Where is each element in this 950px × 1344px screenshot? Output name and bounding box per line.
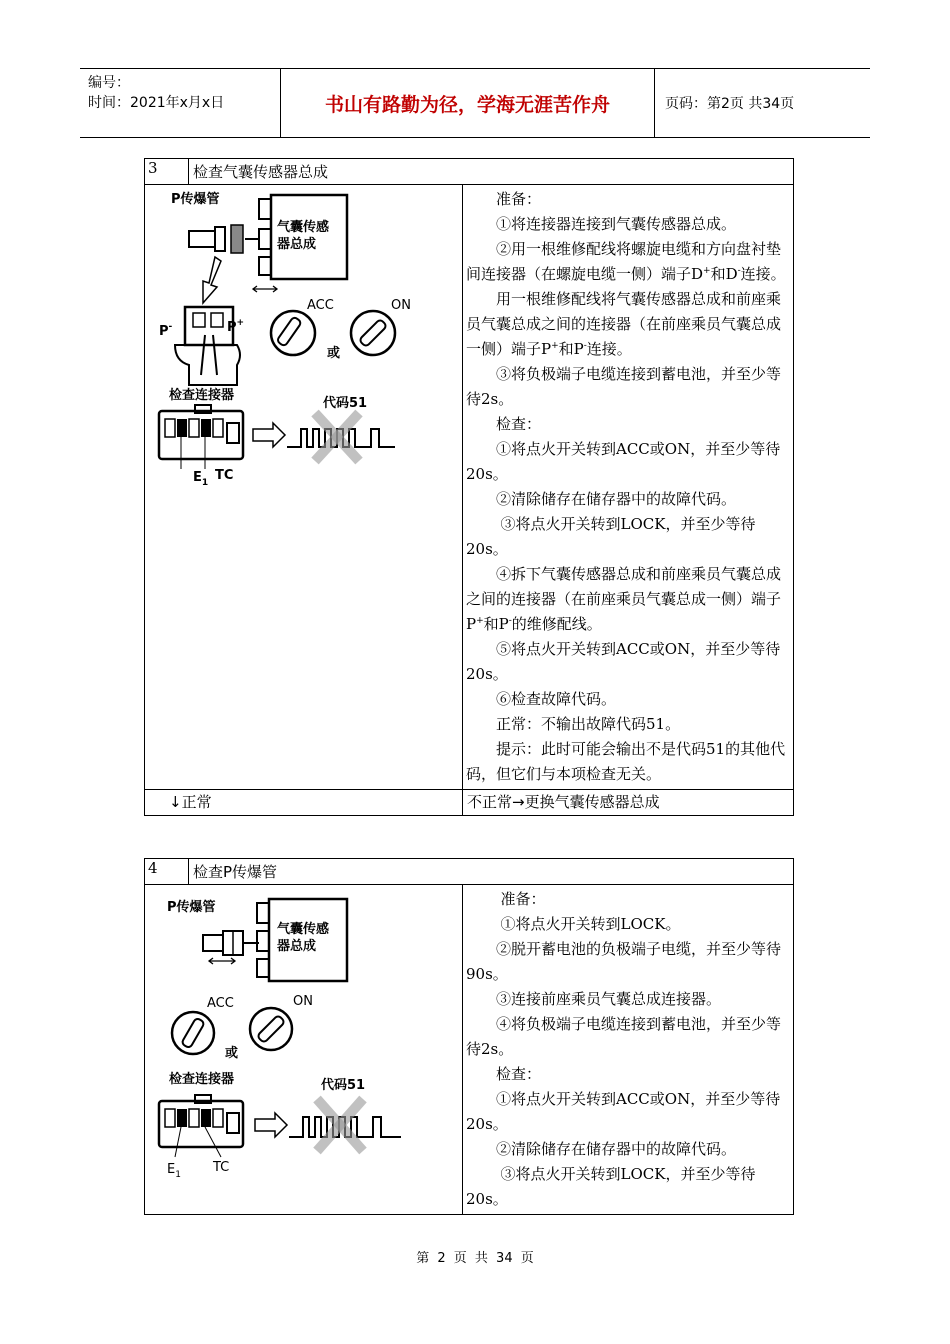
step4-title — [189, 859, 794, 885]
step3-check-label: 检查： — [496, 415, 542, 433]
check-connector-icon — [159, 1095, 243, 1157]
p-squib-label: P传爆管 — [171, 192, 220, 207]
step4-table — [144, 858, 794, 1215]
step3-hint: 提示：此时可能会输出不是代码51的其他代码，但它们与本项检查无关。 — [466, 740, 786, 783]
move-arrows-icon — [209, 958, 235, 964]
step4-number: 4 — [145, 859, 189, 885]
header-page-label: 页码：第2页 共34页 — [665, 96, 795, 112]
step3-check-2: ②清除储存在储存器中的故障代码。 — [496, 490, 737, 508]
tc-label: TC — [215, 468, 234, 483]
e1-label: $E_1$ — [193, 470, 209, 488]
step4-instructions — [463, 885, 794, 1215]
sensor-label-2: 器总成 — [277, 237, 317, 252]
squib-connector-icon — [203, 931, 259, 955]
on-label: ON — [391, 298, 411, 313]
step3-table — [144, 158, 794, 816]
step3-check-5: ⑤将点火开关转到ACC或ON，并至少等待20s。 — [466, 640, 781, 683]
on-label: ON — [293, 994, 313, 1009]
tc-label: TC — [213, 1160, 230, 1175]
step3-diagram-cell — [145, 185, 463, 790]
down-arrow-icon — [203, 257, 221, 303]
step3-check-1: ①将点火开关转到ACC或ON，并至少等待20s。 — [466, 440, 781, 483]
step4-prep-4: ④将负极端子电缆连接到蓄电池，并至少等待2s。 — [466, 1015, 782, 1058]
on-switch-icon — [250, 1008, 292, 1050]
step3-ok: ↓正常 — [145, 790, 463, 816]
step3-prep-2b: 用一根维修配线将气囊传感器总成和前座乘员气囊总成之间的连接器（在前座乘员气囊总成一侧）端子P+和P-连接。 — [466, 290, 782, 358]
code-label: 代码51 — [321, 1078, 366, 1093]
step3-check-3: ③将点火开关转到LOCK，并至少等待20s。 — [466, 515, 756, 558]
e1-label: $E_1$ — [167, 1162, 181, 1180]
step3-check-4: ④拆下气囊传感器总成和前座乘员气囊总成之间的连接器（在前座乘员气囊总成一侧）端子P+和P-的维修配线。 — [466, 565, 782, 633]
acc-switch-icon — [172, 1012, 214, 1054]
step4-check-2: ②清除储存在储存器中的故障代码。 — [496, 1140, 737, 1158]
p-plus-label: P+ — [227, 318, 245, 335]
step4-title-text: 检查P传爆管 — [193, 863, 278, 881]
acc-label: ACC — [307, 298, 334, 313]
step4-check-1: ①将点火开关转到ACC或ON，并至少等待20s。 — [466, 1090, 781, 1133]
step4-prep-1: ①将点火开关转到LOCK。 — [500, 915, 681, 933]
step4-prep-2: ②脱开蓄电池的负极端子电缆，并至少等待90s。 — [466, 940, 782, 983]
step3-prep-1: ①将连接器连接到气囊传感器总成。 — [496, 215, 737, 233]
time-label: 时间：2021年x月x日 — [88, 95, 225, 111]
step3-normal: 正常：不输出故障代码51。 — [496, 715, 681, 733]
step3-ng: 不正常→更换气囊传感器总成 — [463, 790, 794, 816]
page-header — [80, 68, 870, 138]
p-squib-label: P传爆管 — [167, 900, 216, 915]
code-waveform-icon — [287, 413, 395, 461]
step3-title-text: 检查气囊传感器总成 — [193, 163, 329, 181]
code-label: 代码51 — [323, 396, 368, 411]
move-arrows-icon — [253, 286, 277, 292]
step4-diagram-cell — [145, 885, 463, 1215]
step3-prep-3: ③将负极端子电缆连接到蓄电池，并至少等待2s。 — [466, 365, 782, 408]
sensor-label-1: 气囊传感 — [277, 220, 330, 235]
step3-number: 3 — [145, 159, 189, 185]
step3-prep-2: ②用一根维修配线将螺旋电缆和方向盘衬垫间连接器（在螺旋电缆一侧）端子D+和D-连接。 — [466, 240, 786, 283]
step4-check-3: ③将点火开关转到LOCK，并至少等待20s。 — [466, 1165, 756, 1208]
check-connector-label: 检查连接器 — [169, 388, 235, 403]
step3-prep-label: 准备： — [496, 190, 542, 208]
or-label: 或 — [225, 1046, 239, 1061]
check-connector-label: 检查连接器 — [169, 1072, 235, 1087]
acc-label: ACC — [207, 996, 234, 1011]
step4-diagram — [145, 885, 461, 1185]
step3-check-6: ⑥检查故障代码。 — [496, 690, 617, 708]
squib-connector-icon — [189, 225, 259, 253]
check-connector-icon — [159, 405, 243, 469]
p-minus-label: P- — [159, 322, 173, 339]
sensor-label-2: 器总成 — [277, 939, 317, 954]
or-label: 或 — [327, 346, 341, 361]
header-meta — [80, 69, 281, 137]
step4-prep-3: ③连接前座乘员气囊总成连接器。 — [496, 990, 722, 1008]
page-footer: 第 2 页 共 34 页 — [416, 1251, 534, 1266]
sensor-label-1: 气囊传感 — [277, 922, 330, 937]
step3-title — [189, 159, 794, 185]
right-arrow-icon — [255, 1113, 287, 1137]
step3-diagram — [145, 185, 461, 495]
acc-switch-icon — [271, 311, 315, 355]
step4-prep-label: 准备： — [500, 890, 546, 908]
p-connector-icon — [175, 307, 240, 385]
step4-check-label: 检查： — [496, 1065, 542, 1083]
step3-instructions — [463, 185, 794, 790]
header-slogan: 书山有路勤为径，学海无涯苦作舟 — [281, 69, 655, 137]
on-switch-icon — [351, 311, 395, 355]
number-label: 编号： — [88, 75, 130, 91]
code-waveform-icon — [289, 1099, 401, 1151]
right-arrow-icon — [253, 423, 285, 447]
